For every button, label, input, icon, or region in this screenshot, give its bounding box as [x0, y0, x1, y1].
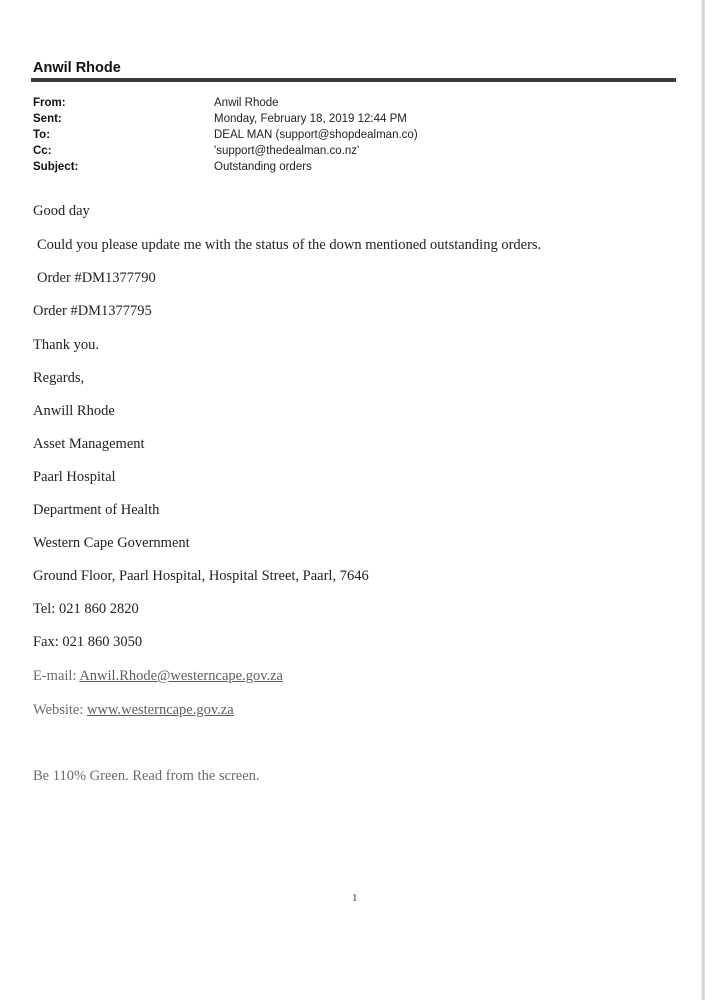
header-divider [31, 78, 676, 82]
greeting: Good day [33, 203, 90, 219]
signature-organisation: Department of Health [33, 502, 160, 518]
signature-department: Asset Management [33, 436, 145, 452]
signature-tel: Tel: 021 860 2820 [33, 601, 139, 617]
signature-address: Ground Floor, Paarl Hospital, Hospital Street, Paarl, 7646 [33, 568, 369, 584]
email-meta-block [33, 95, 673, 175]
signature-hospital: Paarl Hospital [33, 469, 116, 485]
signature-email-line [33, 668, 283, 685]
subject-value: Outstanding orders [214, 161, 312, 173]
signature-government: Western Cape Government [33, 535, 190, 551]
page-number: 1 [352, 892, 358, 904]
thanks-line: Thank you. [33, 337, 100, 353]
website-label: Website: [33, 702, 84, 718]
meta-row-sent [33, 111, 673, 127]
subject-label: Subject: [33, 161, 79, 173]
request-sentence: Could you please update me with the status of the down mentioned outstanding orders. [37, 237, 542, 253]
to-value: DEAL MAN (support@shopdealman.co) [214, 129, 418, 141]
from-label: From: [33, 97, 66, 109]
email-label: E-mail: [33, 668, 77, 684]
email-link[interactable]: Anwil.Rhode@westerncape.gov.za [79, 668, 283, 684]
scan-edge-shadow [701, 0, 705, 1000]
regards-line: Regards, [33, 370, 85, 386]
cc-value: 'support@thedealman.co.nz' [214, 145, 360, 157]
from-value: Anwil Rhode [214, 97, 279, 109]
sent-label: Sent: [33, 113, 62, 125]
signature-name: Anwill Rhode [33, 403, 115, 419]
signature-fax: Fax: 021 860 3050 [33, 634, 143, 650]
order-line-2: Order #DM1377795 [33, 303, 152, 319]
signature-website-line [33, 702, 234, 719]
order-line-1: Order #DM1377790 [37, 270, 156, 286]
sent-value: Monday, February 18, 2019 12:44 PM [214, 113, 407, 125]
sender-title: Anwil Rhode [33, 60, 121, 76]
cc-label: Cc: [33, 145, 52, 157]
meta-row-from [33, 95, 673, 111]
green-note: Be 110% Green. Read from the screen. [33, 768, 260, 784]
to-label: To: [33, 129, 51, 141]
meta-row-cc [33, 143, 673, 159]
meta-row-subject [33, 159, 673, 175]
meta-row-to [33, 127, 673, 143]
website-link[interactable]: www.westerncape.gov.za [87, 702, 234, 718]
